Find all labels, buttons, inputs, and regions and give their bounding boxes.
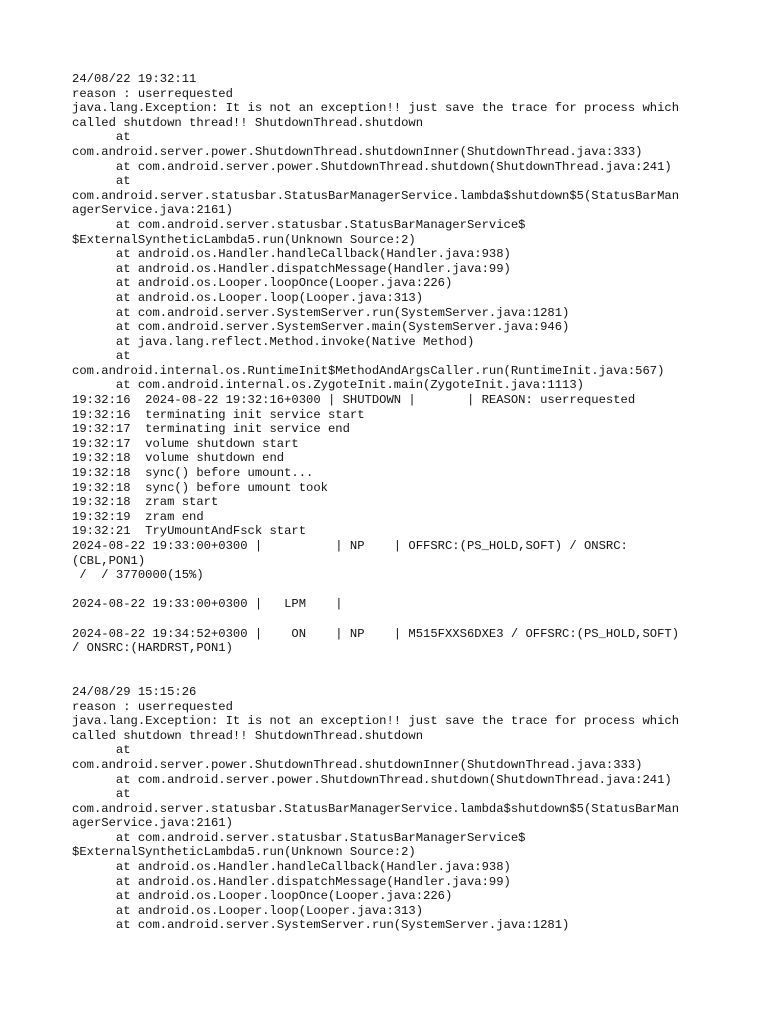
- log-line: at java.lang.reflect.Method.invoke(Native Method): [72, 334, 475, 349]
- log-line: [72, 670, 712, 685]
- log-line: 19:32:17 terminating init service end: [72, 422, 350, 437]
- log-line: [72, 583, 712, 598]
- log-line: at android.os.Looper.loopOnce(Looper.java:226): [72, 276, 453, 291]
- log-line: com.android.server.statusbar.StatusBarManagerService.lambda$shutdown$5(StatusBarMan: [72, 188, 680, 203]
- log-line: java.lang.Exception: It is not an exception!! just save the trace for process which: [72, 101, 680, 116]
- log-line: at android.os.Looper.loopOnce(Looper.java:226): [72, 889, 453, 904]
- log-line: 19:32:18 zram start: [72, 495, 219, 510]
- log-line: agerService.java:2161): [72, 816, 233, 831]
- log-line: 2024-08-22 19:34:52+0300 | ON | NP | M515FXXS6DXE3 / OFFSRC:(PS_HOLD,SOFT): [72, 626, 680, 641]
- log-line: com.android.server.statusbar.StatusBarManagerService.lambda$shutdown$5(StatusBarMan: [72, 801, 680, 816]
- log-line: at android.os.Handler.handleCallback(Handler.java:938): [72, 247, 511, 262]
- log-line: 19:32:18 sync() before umount...: [72, 466, 314, 481]
- log-line: at: [72, 349, 131, 364]
- log-line: 19:32:18 sync() before umount took: [72, 480, 328, 495]
- log-line: [72, 612, 712, 627]
- log-line: 19:32:21 TryUmountAndFsck start: [72, 524, 307, 539]
- log-line: at com.android.server.power.ShutdownThread.shutdown(ShutdownThread.java:241): [72, 772, 672, 787]
- log-line: at: [72, 743, 131, 758]
- log-line: at android.os.Handler.handleCallback(Handler.java:938): [72, 860, 511, 875]
- log-line: 19:32:16 2024-08-22 19:32:16+0300 | SHUTDOWN | | REASON: userrequested: [72, 393, 636, 408]
- log-line: at android.os.Looper.loop(Looper.java:313): [72, 290, 424, 305]
- log-line: 2024-08-22 19:33:00+0300 | | NP | OFFSRC:(PS_HOLD,SOFT) / ONSRC:: [72, 539, 628, 553]
- log-line: / / 3770000(15%): [72, 568, 204, 583]
- log-line: agerService.java:2161): [72, 203, 233, 218]
- log-line: $ExternalSyntheticLambda5.run(Unknown Source:2): [72, 845, 416, 860]
- log-line: at com.android.server.statusbar.StatusBarManagerService$: [72, 217, 526, 232]
- log-line: reason : userrequested: [72, 699, 233, 714]
- log-line: 19:32:16 terminating init service start: [72, 407, 365, 422]
- log-line: at com.android.server.SystemServer.run(SystemServer.java:1281): [72, 305, 570, 320]
- log-line: 19:32:18 volume shutdown end: [72, 451, 285, 466]
- log-line: 24/08/29 15:15:26: [72, 684, 197, 699]
- log-line: at: [72, 174, 131, 189]
- log-line: called shutdown thread!! ShutdownThread.shutdown: [72, 115, 424, 130]
- log-line: at com.android.server.statusbar.StatusBarManagerService$: [72, 830, 526, 845]
- log-line: 24/08/22 19:32:11: [72, 72, 197, 86]
- log-line: 2024-08-22 19:33:00+0300 | LPM |: [72, 597, 343, 612]
- log-line: com.android.internal.os.RuntimeInit$MethodAndArgsCaller.run(RuntimeInit.java:567): [72, 363, 665, 378]
- log-line: at: [72, 787, 131, 802]
- log-line: 19:32:17 volume shutdown start: [72, 436, 299, 451]
- log-line: $ExternalSyntheticLambda5.run(Unknown Source:2): [72, 232, 416, 247]
- log-line: com.android.server.power.ShutdownThread.shutdownInner(ShutdownThread.java:333): [72, 757, 643, 772]
- log-line: reason : userrequested: [72, 86, 233, 101]
- log-line: at com.android.server.power.ShutdownThread.shutdown(ShutdownThread.java:241): [72, 159, 672, 174]
- log-line: 19:32:19 zram end: [72, 509, 204, 524]
- log-line: java.lang.Exception: It is not an exception!! just save the trace for process which: [72, 714, 680, 729]
- log-line: at android.os.Handler.dispatchMessage(Handler.java:99): [72, 261, 511, 276]
- log-line: at com.android.internal.os.ZygoteInit.main(ZygoteInit.java:1113): [72, 378, 584, 393]
- log-line: at: [72, 130, 131, 145]
- log-line: (CBL,PON1): [72, 553, 146, 568]
- log-line: at com.android.server.SystemServer.main(SystemServer.java:946): [72, 320, 570, 335]
- log-line: at android.os.Handler.dispatchMessage(Handler.java:99): [72, 874, 511, 889]
- log-line: com.android.server.power.ShutdownThread.shutdownInner(ShutdownThread.java:333): [72, 144, 643, 159]
- document-page: [72, 72, 712, 933]
- log-line: at com.android.server.SystemServer.run(SystemServer.java:1281): [72, 918, 570, 933]
- log-line: at android.os.Looper.loop(Looper.java:313): [72, 903, 424, 918]
- log-line: [72, 656, 712, 671]
- log-line: called shutdown thread!! ShutdownThread.shutdown: [72, 728, 424, 743]
- log-line: / ONSRC:(HARDRST,PON1): [72, 641, 233, 656]
- log-text-block: [72, 72, 712, 933]
